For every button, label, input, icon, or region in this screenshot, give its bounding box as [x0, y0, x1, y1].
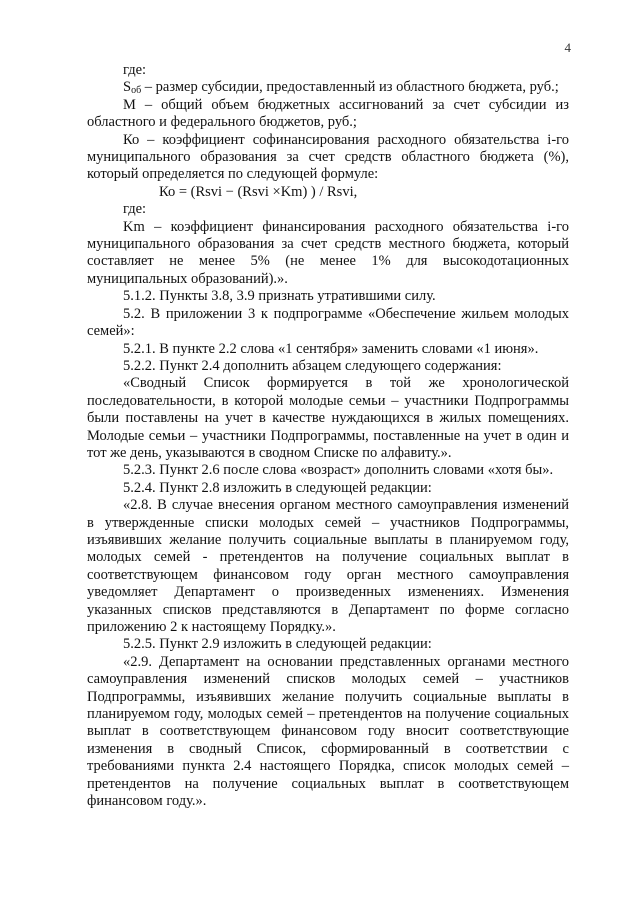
page-number: 4 — [564, 40, 571, 55]
paragraph: М – общий объем бюджетных ассигнований за счет субсидии из областного и федерального бюджетов, руб.; — [87, 96, 569, 131]
paragraph: 5.2.5. Пункт 2.9 изложить в следующей редакции: — [123, 636, 432, 653]
paragraph: Km – коэффициент финансирования расходного обязательства i-го муниципального образования за счет средств местного бюджета, который составляет не менее 5% (не менее 1% для высокодотационных муниципальных образований).». — [87, 218, 569, 287]
paragraph: «2.9. Департамент на основании представленных органами местного самоуправления изменений списков молодых семей – участников Подпрограммы, изъявивших желание получить социальные выплаты в планируемом году, молодых семей – претендентов на получение социальных выплат в соответствующем финансовом году вносит соответствующие изменения в сводный Список, сформированный в соответствии с требованиями пункта 2.4 настоящего Порядка, список молодых семей – претендентов на получение социальных выплат в соответствующем финансовом году.». — [87, 653, 569, 810]
paragraph: Ко – коэффициент софинансирования расходного обязательства i-го муниципального образования за счет средств областного бюджета (%), который определяется по следующей формуле: — [87, 131, 569, 183]
paragraph: 5.2.3. Пункт 2.6 после слова «возраст» дополнить словами «хотя бы». — [123, 462, 554, 479]
document-body — [87, 62, 569, 810]
paragraph: где: — [123, 201, 147, 218]
paragraph: Ко = (Rsvi − (Rsvi ×Km) ) / Rsvi, — [159, 183, 358, 200]
paragraph: 5.1.2. Пункты 3.8, 3.9 признать утратившими силу. — [123, 288, 436, 305]
paragraph: «2.8. В случае внесения органом местного самоуправления изменений в утвержденные списки молодых семей – участников Подпрограммы, изъявивших желание получить социальные выплаты в планируемом году, молодых семей - претендентов на получение социальных выплат в соответствующем финансовом году орган местного самоуправления уведомляет Департамент о произведенных изменениях. Изменения указанных списков представляются в Департамент по форме согласно приложению 2 к настоящему Порядку.». — [87, 497, 569, 635]
paragraph: 5.2.1. В пункте 2.2 слова «1 сентября» заменить словами «1 июня». — [123, 340, 539, 357]
subscript: об — [131, 85, 142, 97]
paragraph: где: — [123, 62, 147, 78]
paragraph: 5.2.2. Пункт 2.4 дополнить абзацем следующего содержания: — [123, 357, 502, 374]
paragraph: 5.2.4. Пункт 2.8 изложить в следующей редакции: — [123, 479, 432, 496]
paragraph: $S_{об}$ – размер субсидии, предоставленный из областного бюджета, руб.; — [123, 79, 559, 97]
paragraph: «Сводный Список формируется в той же хронологической последовательности, в которой молодые семьи – участники Подпрограммы были поставлены на учет в качестве нуждающихся в жилых помещениях. Молодые семьи – участники Подпрограммы, поставленные на учет в один и тот же день, указываются в сводном Списке по алфавиту.». — [87, 375, 569, 461]
paragraph: 5.2. В приложении 3 к подпрограмме «Обеспечение жильем молодых семей»: — [87, 305, 569, 340]
